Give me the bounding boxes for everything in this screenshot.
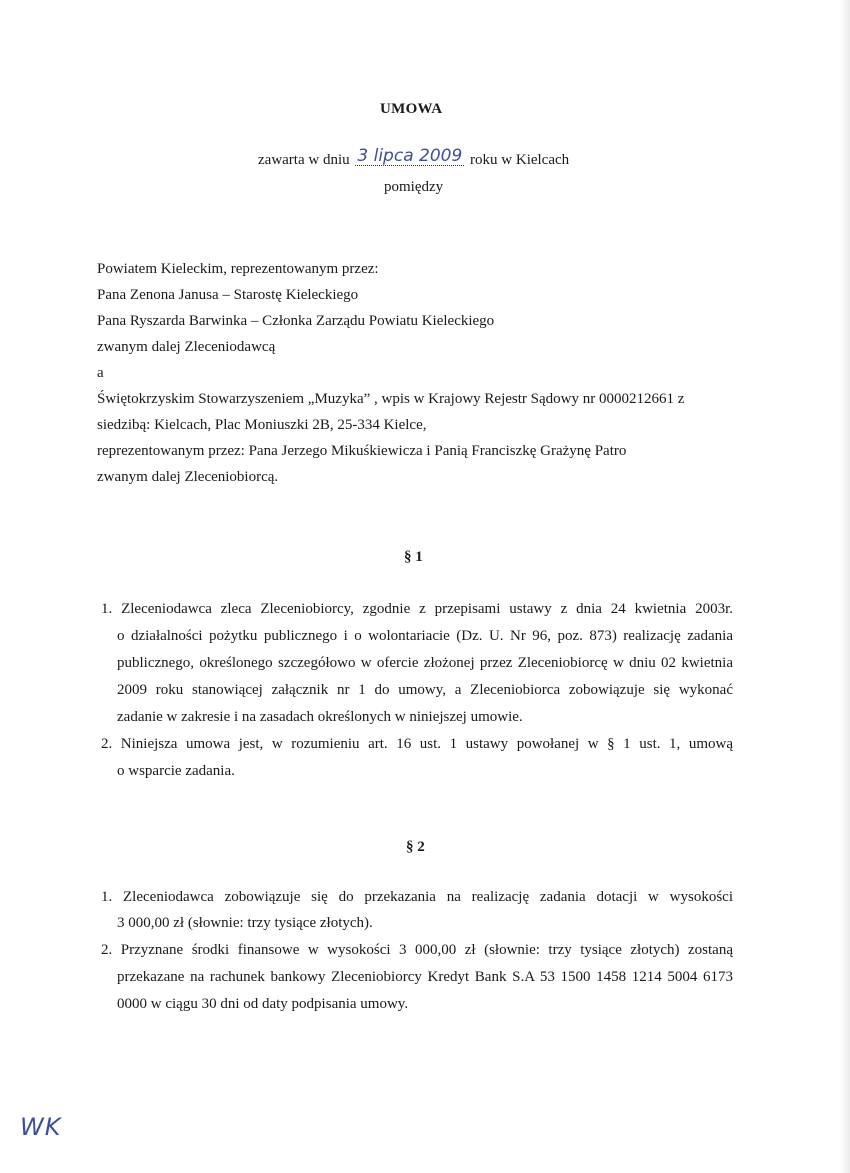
- party-line: zwanym dalej Zleceniobiorcą.: [97, 469, 279, 485]
- party-line: Powiatem Kieleckim, reprezentowanym przez:: [97, 261, 379, 277]
- party-line: zwanym dalej Zleceniodawcą: [97, 339, 276, 355]
- section2-item2-line: 2. Przyznane środki finansowe w wysokości 3 000,00 zł (słownie: trzy tysiące złotych) zostaną: [101, 942, 733, 958]
- party-line: Świętokrzyskim Stowarzyszeniem „Muzyka” , wpis w Krajowy Rejestr Sądowy nr 0000212661 z: [97, 391, 685, 407]
- section1-item1-line: zadanie w zakresie i na zasadach określonych w niniejszej umowie.: [117, 709, 523, 725]
- section1-item1-line: 2009 roku stanowiącej załącznik nr 1 do umowy, a Zleceniobiorca zobowiązuje się wykonać: [117, 682, 733, 698]
- section-heading: § 2: [406, 839, 425, 855]
- party-line: reprezentowanym przez: Pana Jerzego Mikuśkiewicza i Panią Franciszkę Grażynę Patro: [97, 443, 627, 459]
- section2-item1-line: 3 000,00 zł (słownie: trzy tysiące złotych).: [117, 915, 373, 931]
- section2-item2-line: 0000 w ciągu 30 dni od daty podpisania umowy.: [117, 996, 409, 1012]
- section1-item2-line: o wsparcie zadania.: [117, 763, 235, 779]
- party-line: siedzibą: Kielcach, Plac Moniuszki 2B, 25-334 Kielce,: [97, 417, 427, 433]
- document-title: UMOWA: [380, 101, 443, 117]
- section1-item1-line: 1. Zleceniodawca zleca Zleceniobiorcy, zgodnie z przepisami ustawy z dnia 24 kwietnia 2003r.: [101, 601, 733, 617]
- party-line: Pana Ryszarda Barwinka – Członka Zarządu Powiatu Kieleckiego: [97, 313, 495, 329]
- between-label: pomiędzy: [384, 179, 444, 195]
- section1-item1-line: o działalności pożytku publicznego i o wolontariacie (Dz. U. Nr 96, poz. 873) realizację zadania: [117, 628, 733, 644]
- section2-item1-line: 1. Zleceniodawca zobowiązuje się do przekazania na realizację zadania dotacji w wysokości: [101, 889, 733, 905]
- scan-edge: [840, 0, 850, 1173]
- date-prefix: zawarta w dniu: [258, 152, 350, 168]
- handwritten-date: 3 lipca 2009: [357, 146, 463, 166]
- date-line: [258, 146, 570, 169]
- party-line: Pana Zenona Janusa – Starostę Kieleckiego: [97, 287, 359, 303]
- section2-item2-line: przekazane na rachunek bankowy Zleceniobiorcy Kredyt Bank S.A 53 1500 1458 1214 5004 6173: [117, 969, 733, 985]
- section1-item1-line: publicznego, określonego szczegółowo w ofercie złożonej przez Zleceniobiorcę w dniu 02 kwietnia: [117, 655, 733, 671]
- section1-item2-line: 2. Niniejsza umowa jest, w rozumieniu art. 16 ust. 1 ustawy powołanej w § 1 ust. 1, umową: [101, 736, 733, 752]
- party-line: a: [97, 365, 104, 381]
- section-heading: § 1: [404, 549, 423, 565]
- date-suffix: roku w Kielcach: [470, 152, 570, 168]
- handwritten-initials: WK: [20, 1113, 62, 1141]
